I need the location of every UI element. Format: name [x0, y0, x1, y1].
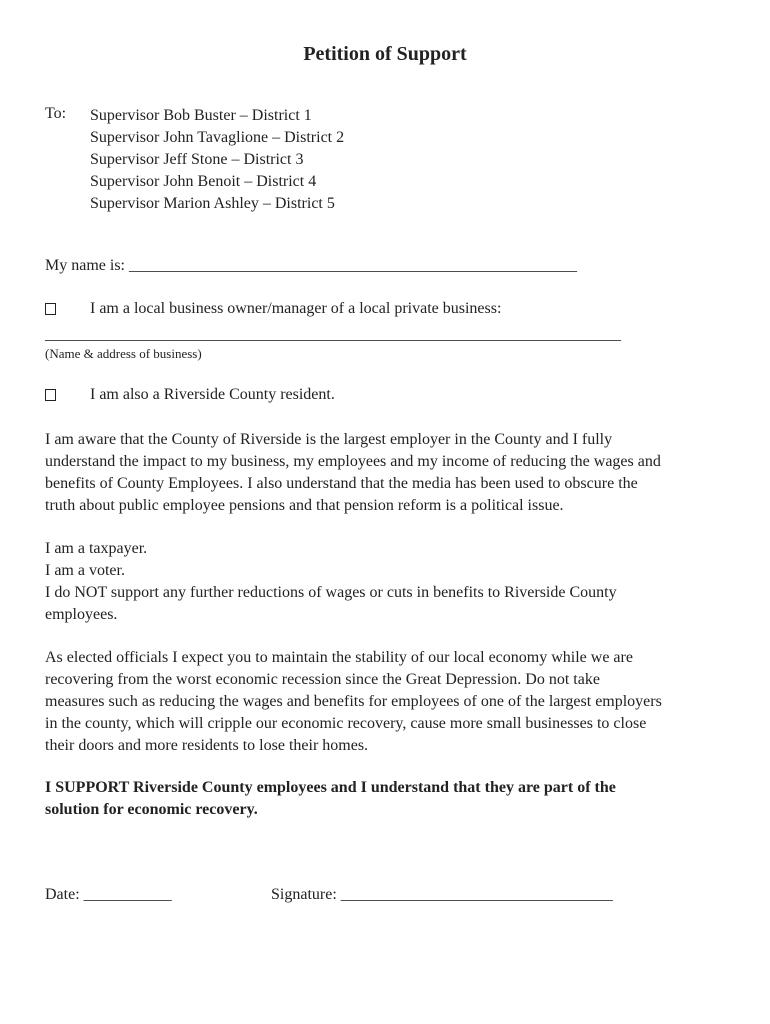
signature-label: Signature:: [271, 886, 341, 903]
date-blank-line[interactable]: ___________: [83, 886, 172, 903]
signature-field-row: [271, 886, 613, 904]
paragraph-line: benefits of County Employees. I also understand that the media has been used to obscure the: [45, 475, 638, 492]
name-label: My name is:: [45, 257, 129, 274]
supervisor-item: Supervisor Jeff Stone – District 3: [90, 151, 304, 168]
business-owner-label: I am a local business owner/manager of a local private business:: [90, 300, 502, 317]
paragraph-line: employees.: [45, 606, 118, 623]
name-blank-line[interactable]: ________________________________________________________: [129, 257, 577, 274]
resident-label: I am also a Riverside County resident.: [90, 386, 335, 403]
paragraph-line: I SUPPORT Riverside County employees and I understand that they are part of the: [45, 779, 616, 796]
signature-blank-line[interactable]: __________________________________: [340, 886, 613, 903]
checkbox-icon: [45, 303, 56, 315]
resident-checkbox[interactable]: [45, 387, 56, 405]
paragraph-line: in the county, which will cripple our economic recovery, cause more small businesses to close: [45, 715, 647, 732]
paragraph-line: understand the impact to my business, my employees and my income of reducing the wages and: [45, 453, 661, 470]
business-blank-line[interactable]: ________________________________________________________________________: [45, 326, 621, 343]
paragraph-taxpayer: [45, 538, 735, 626]
paragraph-awareness: [45, 429, 735, 517]
date-field-row: [45, 886, 172, 904]
paragraph-line: I am a voter.: [45, 562, 125, 579]
paragraph-expectation: [45, 647, 735, 757]
supervisor-list: [90, 105, 344, 215]
paragraph-line: I do NOT support any further reductions of wages or cuts in benefits to Riverside County: [45, 584, 617, 601]
date-label: Date:: [45, 886, 84, 903]
business-caption: (Name & address of business): [45, 346, 202, 361]
to-label: To:: [45, 105, 67, 122]
supervisor-item: Supervisor John Benoit – District 4: [90, 173, 317, 190]
supervisor-item: Supervisor Marion Ashley – District 5: [90, 195, 335, 212]
paragraph-line: I am aware that the County of Riverside is the largest employer in the County and I fully: [45, 431, 613, 448]
supervisor-item: Supervisor Bob Buster – District 1: [90, 107, 312, 124]
business-owner-checkbox[interactable]: [45, 301, 56, 319]
paragraph-line: solution for economic recovery.: [45, 801, 258, 818]
checkbox-icon: [45, 389, 56, 401]
supervisor-item: Supervisor John Tavaglione – District 2: [90, 129, 345, 146]
paragraph-support-statement: [45, 777, 735, 821]
name-field-row: [45, 257, 577, 275]
paragraph-line: their doors and more residents to lose their homes.: [45, 737, 369, 754]
paragraph-line: truth about public employee pensions and that pension reform is a political issue.: [45, 497, 564, 514]
paragraph-line: I am a taxpayer.: [45, 540, 148, 557]
paragraph-line: measures such as reducing the wages and benefits for employees of one of the largest employers: [45, 693, 662, 710]
paragraph-line: As elected officials I expect you to maintain the stability of our local economy while we are: [45, 649, 633, 666]
page-title: Petition of Support: [303, 43, 467, 65]
paragraph-line: recovering from the worst economic recession since the Great Depression. Do not take: [45, 671, 600, 688]
